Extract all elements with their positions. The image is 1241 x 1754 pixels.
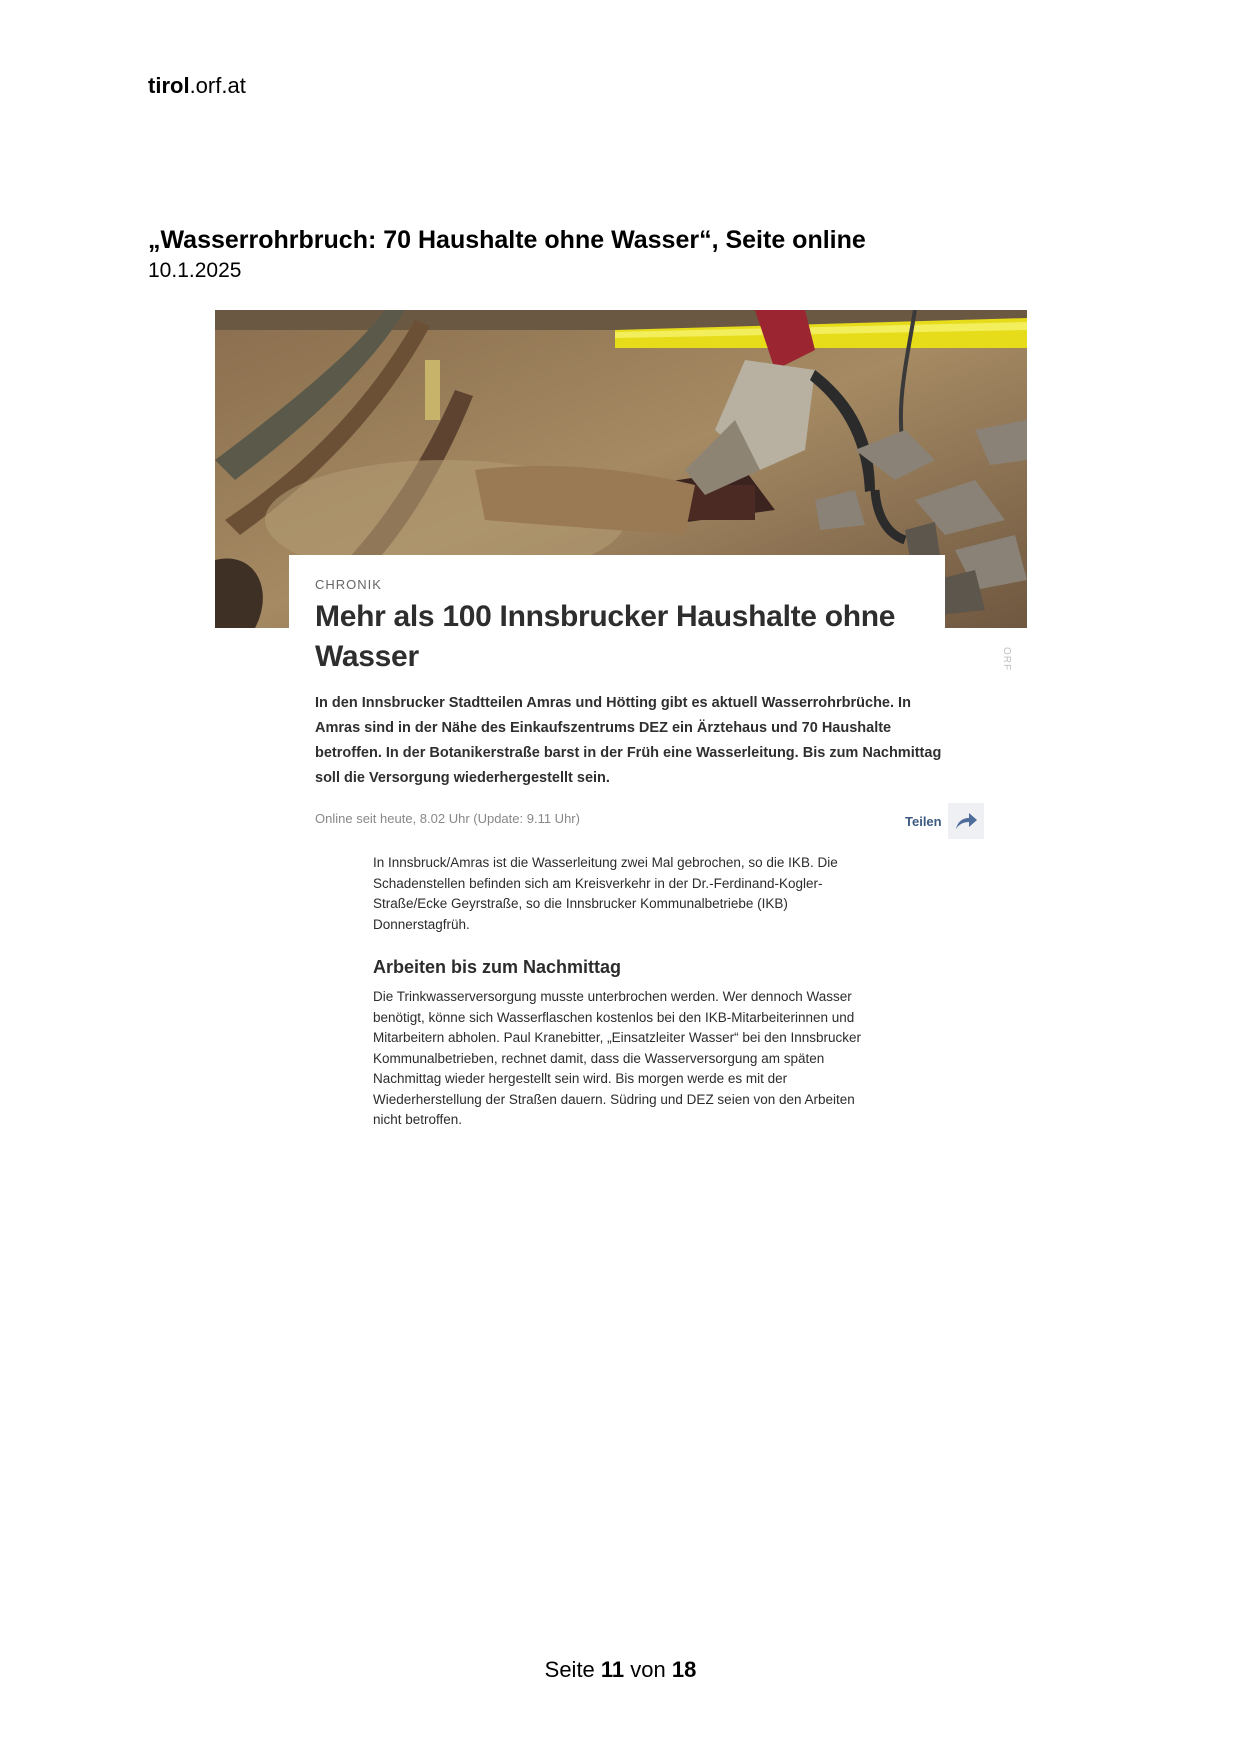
share-arrow-icon	[948, 803, 984, 839]
document-title: „Wasserrohrbruch: 70 Haushalte ohne Wasser“, Seite online	[148, 226, 866, 254]
article-paragraph-2: Die Trinkwasserversorgung musste unterbrochen werden. Wer dennoch Wasser benötigt, könne sich Wasserflaschen kostenlos bei den IKB-Mitarbeiterinnen und Mitarbeitern abholen. Paul Kranebitter, „Einsatzleiter Wasser“ bei den Innsbrucker Kommunalbetrieben, rechnet damit, dass die Wasserversorgung am späten Nachmittag wieder hergestellt sein wird. Bis morgen werde es mit der Wiederherstellung der Straßen dauern. Südring und DEZ seien von den Arbeiten nicht betroffen.	[373, 989, 861, 1127]
page-number	[0, 1657, 1241, 1683]
source-rest: .orf.at	[189, 73, 246, 98]
page-current: 11	[600, 1657, 625, 1682]
photo-credit: ORF	[1001, 647, 1012, 672]
page-total: 18	[671, 1657, 697, 1682]
share-button[interactable]	[905, 803, 984, 839]
page-prefix: Seite	[544, 1657, 601, 1682]
article-screenshot	[215, 310, 1027, 1160]
article-lead: In den Innsbrucker Stadtteilen Amras und Hötting gibt es aktuell Wasserrohrbrüche. In Amras sind in der Nähe des Einkaufszentrums DEZ ein Ärztehaus und 70 Haushalte betroffen. In der Botanikerstraße barst in der Früh eine Wasserleitung. Bis zum Nachmittag soll die Versorgung wiederhergestellt sein.	[315, 695, 942, 786]
article-paragraph-1: In Innsbruck/Amras ist die Wasserleitung zwei Mal gebrochen, so die IKB. Die Schadenstellen befinden sich am Kreisverkehr in der Dr.-Ferdinand-Kogler-Straße/Ecke Geyrstraße, so die Innsbrucker Kommunalbetriebe (IKB) Donnerstagfrüh.	[373, 855, 838, 932]
article-subheading: Arbeiten bis zum Nachmittag	[373, 957, 622, 977]
article-category: CHRONIK	[315, 577, 382, 592]
document-date: 10.1.2025	[148, 259, 242, 282]
article-headline: Mehr als 100 Innsbrucker Haushalte ohne Wasser	[315, 600, 896, 673]
article-timestamp: Online seit heute, 8.02 Uhr (Update: 9.11 Uhr)	[315, 811, 580, 826]
page-middle: von	[624, 1657, 672, 1682]
source-bold: tirol	[148, 73, 190, 98]
source-label	[148, 73, 246, 99]
share-label: Teilen	[905, 813, 942, 829]
share-arrow-icon-svg	[954, 811, 978, 831]
